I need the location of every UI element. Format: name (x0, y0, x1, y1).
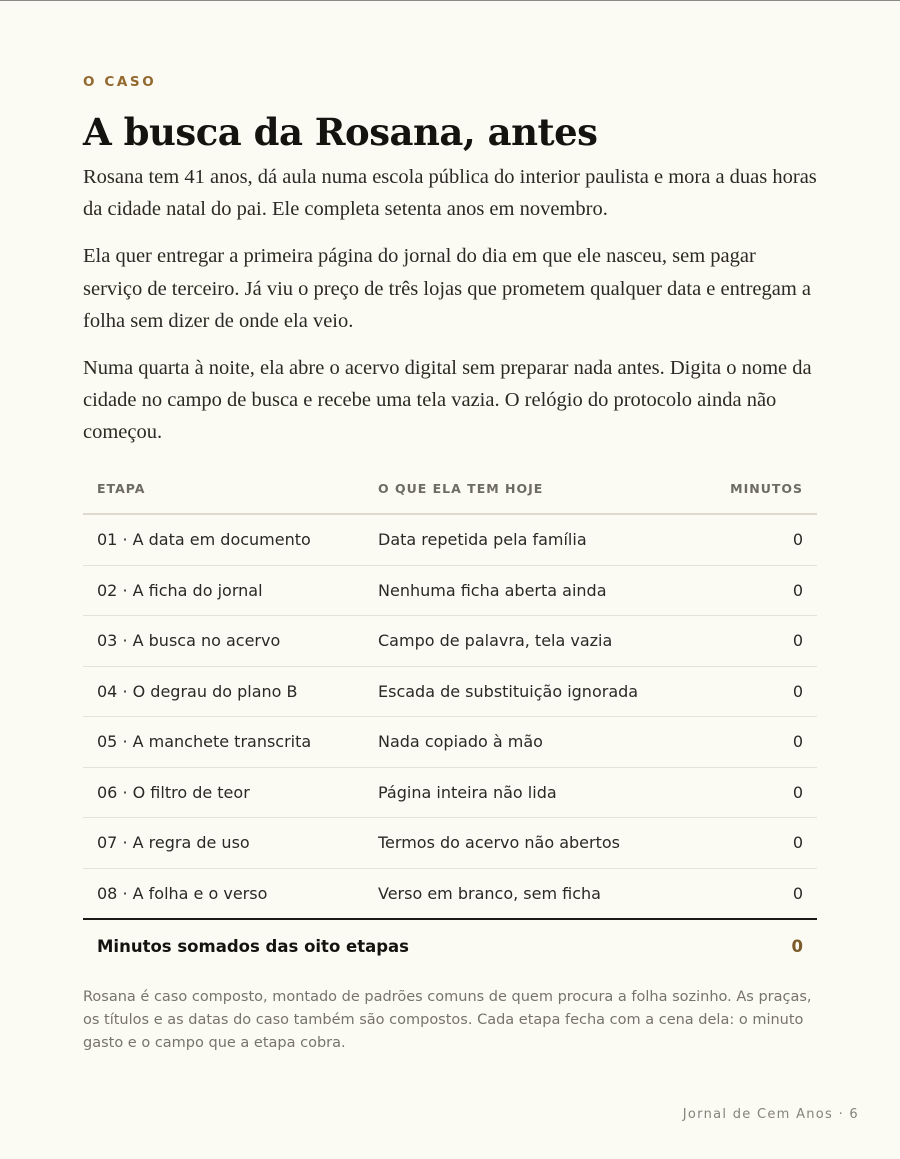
table-row (83, 666, 817, 717)
column-header-step: ETAPA (83, 463, 364, 514)
minutes-cell: 0 (700, 868, 817, 919)
minutes-cell: 0 (700, 616, 817, 667)
status-cell: Verso em branco, sem ficha (364, 868, 700, 919)
page-title: A busca da Rosana, antes (83, 110, 598, 154)
total-label: Minutos somados das oito etapas (97, 936, 410, 956)
step-cell: 05 · A manchete transcrita (83, 717, 364, 768)
status-cell: Escada de substituição ignorada (364, 666, 700, 717)
minutes-cell: 0 (700, 717, 817, 768)
page-folio: Jornal de Cem Anos · 6 (682, 1107, 859, 1122)
table-row (83, 616, 817, 667)
minutes-cell: 0 (700, 767, 817, 818)
table-row (83, 868, 817, 919)
table-row (83, 514, 817, 565)
minutes-cell: 0 (700, 666, 817, 717)
paragraph: Numa quarta à noite, ela abre o acervo digital sem preparar nada antes. Digita o nome da cidade no campo de busca e recebe uma tela vazia. O relógio do protocolo ainda não começou. (83, 357, 812, 444)
minutes-cell: 0 (700, 514, 817, 565)
total-value: 0 (791, 936, 803, 956)
body-text (83, 161, 817, 464)
minutes-cell: 0 (700, 565, 817, 616)
table-header-row (83, 463, 817, 514)
status-cell: Página inteira não lida (364, 767, 700, 818)
column-header-status: O QUE ELA TEM HOJE (364, 463, 700, 514)
step-cell: 07 · A regra de uso (83, 818, 364, 869)
section-eyebrow: O CASO (83, 74, 157, 90)
status-cell: Nada copiado à mão (364, 717, 700, 768)
status-cell: Nenhuma ficha aberta ainda (364, 565, 700, 616)
step-cell: 02 · A ficha do jornal (83, 565, 364, 616)
paragraph: Rosana tem 41 anos, dá aula numa escola pública do interior paulista e mora a duas horas da cidade natal do pai. Ele completa setenta anos em novembro. (83, 166, 817, 221)
step-cell: 04 · O degrau do plano B (83, 666, 364, 717)
steps-table (83, 463, 817, 972)
status-cell: Termos do acervo não abertos (364, 818, 700, 869)
total-row (83, 919, 817, 972)
table-row (83, 717, 817, 768)
step-cell: 01 · A data em documento (83, 514, 364, 565)
table-row (83, 767, 817, 818)
step-cell: 03 · A busca no acervo (83, 616, 364, 667)
status-cell: Campo de palavra, tela vazia (364, 616, 700, 667)
top-rule (0, 0, 900, 1)
column-header-minutes: MINUTOS (700, 463, 817, 514)
status-cell: Data repetida pela família (364, 514, 700, 565)
footnote: Rosana é caso composto, montado de padrões comuns de quem procura a folha sozinho. As praças, os títulos e as datas do caso também são compostos. Cada etapa fecha com a cena dela: o minuto gasto e o campo que a etapa cobra. (83, 989, 812, 1051)
paragraph: Ela quer entregar a primeira página do jornal do dia em que ele nasceu, sem pagar serviço de terceiro. Já viu o preço de três lojas que prometem qualquer data e entregam a folha sem dizer de onde ela veio. (83, 245, 812, 332)
step-cell: 08 · A folha e o verso (83, 868, 364, 919)
table-row (83, 818, 817, 869)
minutes-cell: 0 (700, 818, 817, 869)
step-cell: 06 · O filtro de teor (83, 767, 364, 818)
table-row (83, 565, 817, 616)
